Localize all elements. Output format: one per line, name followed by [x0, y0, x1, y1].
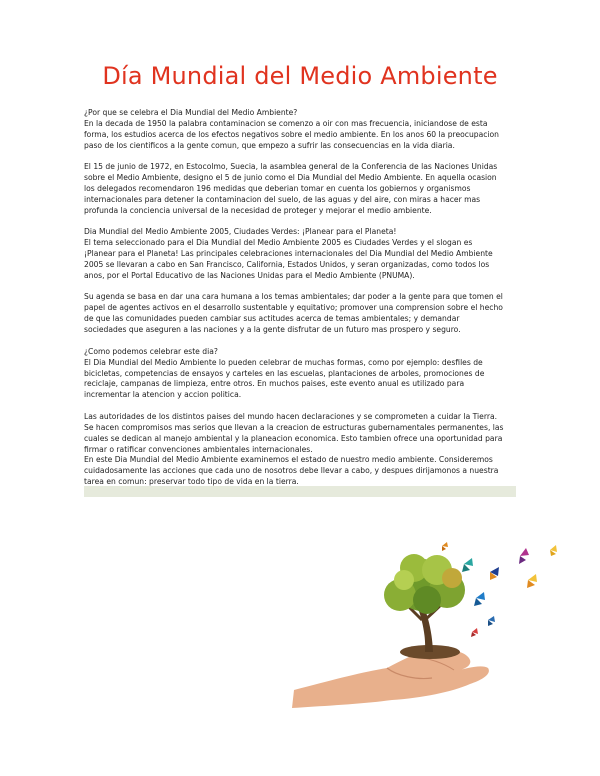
text-line: sociedades que aseguren a las naciones y a la gente disfrutar de un futuro mas prospero y seguro.: [84, 325, 461, 335]
text-line: ¿Por que se celebra el Dia Mundial del Medio Ambiente?: [84, 108, 298, 117]
text-line: internacionales para detener la contaminacion del suelo, de las aguas y del aire, con miras a hacer mas: [84, 194, 481, 204]
text-line: paso de los cientificos a la gente comun, que empezo a sufrir las consecuencias en la vida diaria.: [84, 140, 455, 150]
text-line: Se hacen compromisos mas serios que llevan a la creacion de estructuras gubernamentales permanentes, las: [84, 422, 504, 432]
butterfly-icon: [442, 542, 448, 551]
butterfly-icon: [471, 628, 478, 637]
text-line: bicicletas, competencias de ensayos y carteles en las escuelas, plantaciones de arboles, promociones de: [84, 368, 485, 378]
butterfly-icon: [519, 548, 529, 564]
text-line: Su agenda se basa en dar una cara humana a los temas ambientales; dar poder a la gente para que tomen el: [84, 292, 503, 302]
text-line: ¿Como podemos celebrar este dia?: [84, 346, 218, 356]
hand-shape: [292, 649, 489, 708]
text-line: cuales se dedican al manejo ambiental y la planeacion economica. Esto tambien ofrece una oportunidad para: [84, 433, 503, 443]
text-line: forma, los estudios acerca de los efectos negativos sobre el medio ambiente. En los anos 60 la preocupacion: [84, 129, 499, 139]
text-line: reciclaje, campanas de limpieza, entre otros. En muchos paises, este evento anual es utilizado para: [84, 379, 465, 389]
text-line: El Dia Mundial del Medio Ambiente lo pueden celebrar de muchas formas, como por ejemplo: desfiles de: [84, 357, 483, 367]
butterfly-icon: [550, 545, 557, 556]
text-line: sobre el Medio Ambiente, designo el 5 de junio como el Dia Mundial del Medio Ambiente. En aquella ocasion: [84, 173, 497, 183]
text-line: El tema seleccionado para el Dia Mundial del Medio Ambiente 2005 es Ciudades Verdes y el slogan es: [84, 238, 473, 248]
text-line: anos, por el Portal Educativo de las Naciones Unidas para el Medio Ambiente (PNUMA).: [84, 270, 415, 280]
butterfly-icon: [462, 558, 473, 572]
page-title: Día Mundial del Medio Ambiente: [102, 62, 498, 90]
text-line: papel de agentes activos en el desarrollo sustentable y equitativo; promover una comprension sobre el hecho: [84, 303, 503, 313]
paragraph: [84, 347, 524, 402]
tree-canopy: [384, 554, 465, 614]
text-line: profunda la conciencia universal de la necesidad de proteger y mejorar el medio ambiente.: [84, 205, 432, 215]
text-line: ¡Planear para el Planeta! Las principales celebraciones internacionales del Dia Mundial del Medio Ambiente: [84, 249, 493, 259]
text-line: los delegados recomendaron 196 medidas que deberian tomar en cuenta los gobiernos y organismos: [84, 184, 471, 194]
paragraph: [84, 292, 524, 336]
text-line: incrementar la atencion y accion politica.: [84, 390, 242, 400]
text-line: firmar o ratificar convenciones ambientales internacionales.: [84, 444, 313, 454]
text-line: Dia Mundial del Medio Ambiente 2005, Ciudades Verdes: ¡Planear para el Planeta!: [84, 227, 397, 237]
hand-tree-butterflies-illustration: [292, 540, 572, 710]
butterfly-icon: [527, 574, 537, 588]
text-line: Las autoridades de los distintos paises del mundo hacen declaraciones y se comprometen a cuidar la Tierra.: [84, 411, 498, 421]
text-line: tarea en comun: preservar todo tipo de vida en la tierra.: [84, 477, 299, 487]
paragraph: [84, 108, 524, 152]
document-body: [84, 108, 524, 499]
butterfly-icon: [488, 616, 495, 626]
butterfly-icon: [474, 592, 485, 606]
divider-band: [84, 486, 516, 497]
paragraph: [84, 227, 524, 282]
text-line: En este Dia Mundial del Medio Ambiente examinemos el estado de nuestro medio ambiente. Consideremos: [84, 455, 493, 465]
paragraph: [84, 162, 524, 217]
text-line: El 15 de junio de 1972, en Estocolmo, Suecia, la asamblea general de la Conferencia de las Naciones Unidas: [84, 162, 498, 172]
text-line: cuidadosamente las acciones que cada uno de nosotros debe llevar a cabo, y despues dirijamonos a nuestra: [84, 466, 499, 476]
paragraph: [84, 412, 524, 488]
text-line: de que las comunidades pueden cambiar sus actitudes acerca de temas ambientales; y demandar: [84, 314, 460, 324]
butterfly-icon: [490, 567, 499, 580]
text-line: En la decada de 1950 la palabra contaminacion se comenzo a oir con mas frecuencia, iniciandose de esta: [84, 118, 488, 128]
text-line: 2005 se llevaran a cabo en San Francisco, California, Estados Unidos, y seran organizadas, como todos los: [84, 260, 490, 270]
